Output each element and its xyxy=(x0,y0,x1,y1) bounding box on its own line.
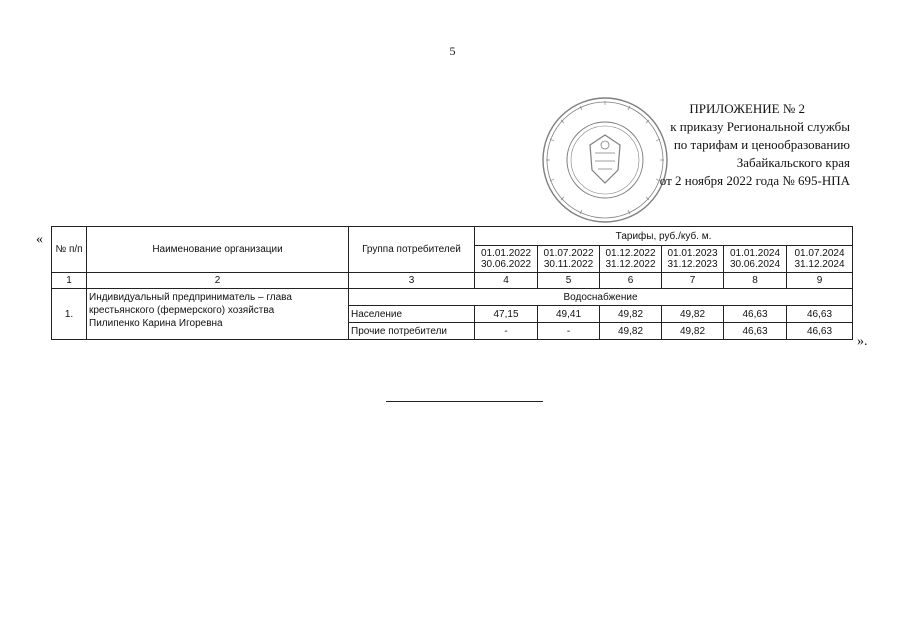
column-number: 1 xyxy=(52,273,87,289)
tariff-value: 46,63 xyxy=(724,323,787,340)
column-number: 5 xyxy=(538,273,600,289)
period-header xyxy=(600,246,662,273)
header-org: Наименование организации xyxy=(87,227,349,273)
column-number: 2 xyxy=(87,273,349,289)
period-to: 31.12.2024 xyxy=(794,259,845,270)
tariff-value: 46,63 xyxy=(787,323,853,340)
period-to: 30.06.2022 xyxy=(480,259,532,270)
header-num: № п/п xyxy=(52,227,87,273)
period-header xyxy=(538,246,600,273)
period-header xyxy=(475,246,538,273)
period-header xyxy=(787,246,853,273)
period-from: 01.01.2023 xyxy=(667,248,718,259)
column-number: 3 xyxy=(349,273,475,289)
period-from: 01.01.2024 xyxy=(729,248,781,259)
tariff-value: - xyxy=(475,323,538,340)
tariff-value: 49,82 xyxy=(600,323,662,340)
appendix-heading xyxy=(600,100,850,190)
tariff-value: 49,82 xyxy=(600,306,662,323)
page-number: 5 xyxy=(449,44,456,58)
org-name-line: Пилипенко Карина Игоревна xyxy=(89,318,223,329)
consumer-group: Прочие потребители xyxy=(349,323,475,340)
appendix-line: по тарифам и ценообразованию xyxy=(673,137,850,152)
org-name-line: крестьянского (фермерского) хозяйства xyxy=(89,305,275,316)
signature-line xyxy=(386,401,543,402)
tariff-value: 47,15 xyxy=(475,306,538,323)
appendix-line: от 2 ноября 2022 года № 695-НПА xyxy=(659,173,850,188)
header-tariffs: Тарифы, руб./куб. м. xyxy=(475,227,853,246)
row-number: 1. xyxy=(52,289,87,340)
column-number: 4 xyxy=(475,273,538,289)
period-from: 01.12.2022 xyxy=(605,248,656,259)
period-to: 31.12.2022 xyxy=(605,259,656,270)
appendix-line: к приказу Региональной службы xyxy=(670,119,850,134)
service-type: Водоснабжение xyxy=(349,289,853,306)
header-group: Группа потребителей xyxy=(349,227,475,273)
column-number: 8 xyxy=(724,273,787,289)
period-to: 30.06.2024 xyxy=(729,259,781,270)
tariff-value: 49,82 xyxy=(662,306,724,323)
tariff-table xyxy=(51,226,853,340)
org-name-line: Индивидуальный предприниматель – глава xyxy=(89,292,292,303)
period-from: 01.07.2024 xyxy=(794,248,845,259)
column-number: 7 xyxy=(662,273,724,289)
consumer-group: Население xyxy=(349,306,475,323)
period-header xyxy=(724,246,787,273)
tariff-value: 46,63 xyxy=(787,306,853,323)
column-number: 9 xyxy=(787,273,853,289)
tariff-value: - xyxy=(538,323,600,340)
tariff-value: 49,82 xyxy=(662,323,724,340)
appendix-title: ПРИЛОЖЕНИЕ № 2 xyxy=(689,101,805,116)
closing-quote: ». xyxy=(857,334,868,349)
column-number: 6 xyxy=(600,273,662,289)
period-to: 31.12.2023 xyxy=(667,259,718,270)
period-to: 30.11.2022 xyxy=(543,259,594,270)
appendix-line: Забайкальского края xyxy=(736,155,850,170)
tariff-value: 49,41 xyxy=(538,306,600,323)
organization-name xyxy=(87,289,349,340)
opening-quote: « xyxy=(36,232,43,247)
period-from: 01.07.2022 xyxy=(543,248,594,259)
period-from: 01.01.2022 xyxy=(480,248,532,259)
period-header xyxy=(662,246,724,273)
tariff-value: 46,63 xyxy=(724,306,787,323)
